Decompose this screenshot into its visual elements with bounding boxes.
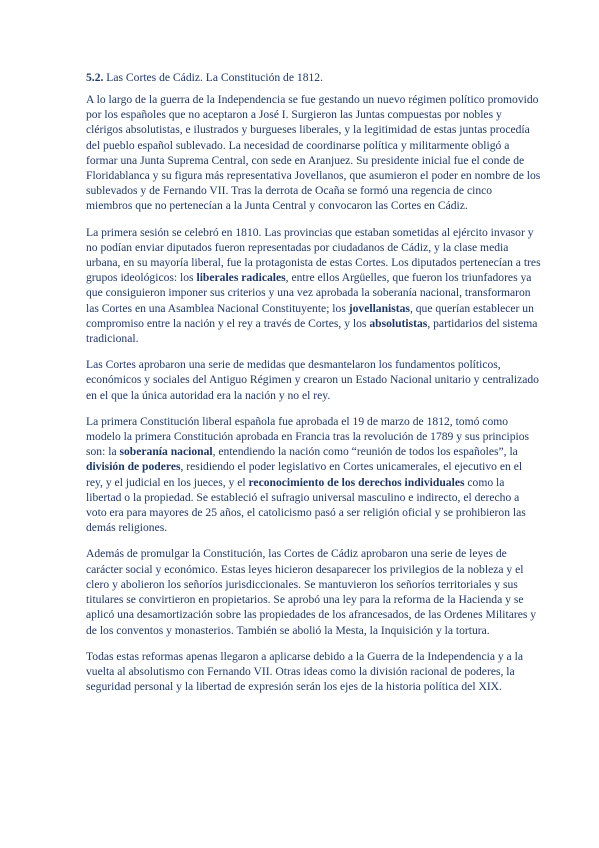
- paragraph-5-text: Además de promulgar la Constitución, las Cortes de Cádiz aprobaron una serie de leyes de carácter social y económico. Estas leyes hicieron desaparecer los privilegios de la nobleza y el clero y abolieron los señoríos jurisdiccionales. Se mantuvieron los señoríos territoriales y sus titulares se convirtieron en propietarios. Se aprobó una ley para la reforma de la Hacienda y se aplicó una desamortización sobre las propiedades de los afrancesados, de las Ordenes Militares y de los conventos y monasterios. También se abolió la Mesta, la Inquisición y la tortura.: [86, 547, 537, 637]
- paragraph-4-text-b: , entendiendo la nación como “reunión de todos los españoles”, la: [212, 445, 518, 459]
- paragraph-6: [86, 649, 541, 695]
- paragraph-3: [86, 357, 541, 403]
- section-heading: [86, 70, 541, 85]
- paragraph-2-text-d: , partidarios del sistema tradicional.: [86, 316, 538, 346]
- term-liberales-radicales: liberales radicales: [196, 271, 286, 285]
- paragraph-2-text-b: , entre ellos Argüelles, que fueron los triunfadores ya que consiguieron imponer sus criterios y una vez aprobada la soberanía nacional, transformaron las Cortes en una Asamblea Nacional Constituyente; los: [86, 271, 532, 315]
- paragraph-2: [86, 225, 541, 347]
- paragraph-4-text-d: como la libertad o la propiedad. Se estableció el sufragio universal masculino e indirecto, el derecho a voto era para mayores de 25 años, el catolicismo pasó a ser religión oficial y se prohibieron las demás religiones.: [86, 475, 526, 535]
- paragraph-6-text: Todas estas reformas apenas llegaron a aplicarse debido a la Guerra de la Independencia y a la vuelta al absolutismo con Fernando VII. Otras ideas como la división racional de poderes, la seguridad personal y la libertad de expresión serán los ejes de la historia política del XIX.: [86, 649, 523, 694]
- paragraph-4-text-a: La primera Constitución liberal española fue aprobada el 19 de marzo de 1812, tomó como modelo la primera Constitución aprobada en Francia tras la revolución de 1789 y sus principios son: la: [86, 414, 530, 459]
- term-reconocimiento-derechos: reconocimiento de los derechos individuales: [248, 475, 465, 489]
- term-absolutistas: absolutistas: [369, 316, 428, 330]
- paragraph-2-text-c: , que querían establecer un compromiso entre la nación y el rey a través de Cortes, y los: [86, 301, 534, 330]
- paragraph-1: [86, 92, 541, 214]
- term-division-de-poderes: división de poderes: [86, 460, 181, 474]
- paragraph-3-text: Las Cortes aprobaron una serie de medidas que desmantelaron los fundamentos políticos, económicos y sociales del Antiguo Régimen y crearon un Estado Nacional unitario y centralizado en el que la única autoridad era la nación y no el rey.: [86, 358, 539, 402]
- term-soberania-nacional: soberanía nacional: [119, 445, 213, 459]
- paragraph-1-text: A lo largo de la guerra de la Independencia se fue gestando un nuevo régimen político promovido por los españoles que no aceptaron a José I. Surgieron las Juntas compuestas por nobles y clérigos absolutistas, e ilustrados y burgueses liberales, y la legitimidad de estas juntas procedía del pueblo español sublevado. La necesidad de coordinarse política y militarmente obligó a formar una Junta Suprema Central, con sede en Aranjuez. Su presidente inicial fue el conde de Floridablanca y su figura más representativa Jovellanos, que asumieron el poder en nombre de los sublevados y de Fernando VII. Tras la derrota de Ocaña se formó una regencia de cinco miembros que no pertenecían a la Junta Central y convocaron las Cortes en Cádiz.: [86, 93, 541, 213]
- section-title: Las Cortes de Cádiz. La Constitución de 1812.: [103, 71, 323, 84]
- paragraph-4: [86, 414, 541, 536]
- paragraph-4-text-c: , residiendo el poder legislativo en Cortes unicamerales, el ejecutivo en el rey, y el judicial en los jueces, y el: [86, 460, 523, 489]
- term-jovellanistas: jovellanistas: [348, 301, 410, 315]
- paragraph-2-text-a: La primera sesión se celebró en 1810. Las provincias que estaban sometidas al ejército invasor y no podían enviar diputados fueron representadas por ciudadanos de Cádiz, y la clase media urbana, en su mayoría liberal, fue la protagonista de estas Cortes. Los diputados pertenecían a tres grupos ideológicos: los: [86, 225, 541, 285]
- section-number: 5.2.: [86, 71, 104, 84]
- paragraph-5: [86, 546, 541, 637]
